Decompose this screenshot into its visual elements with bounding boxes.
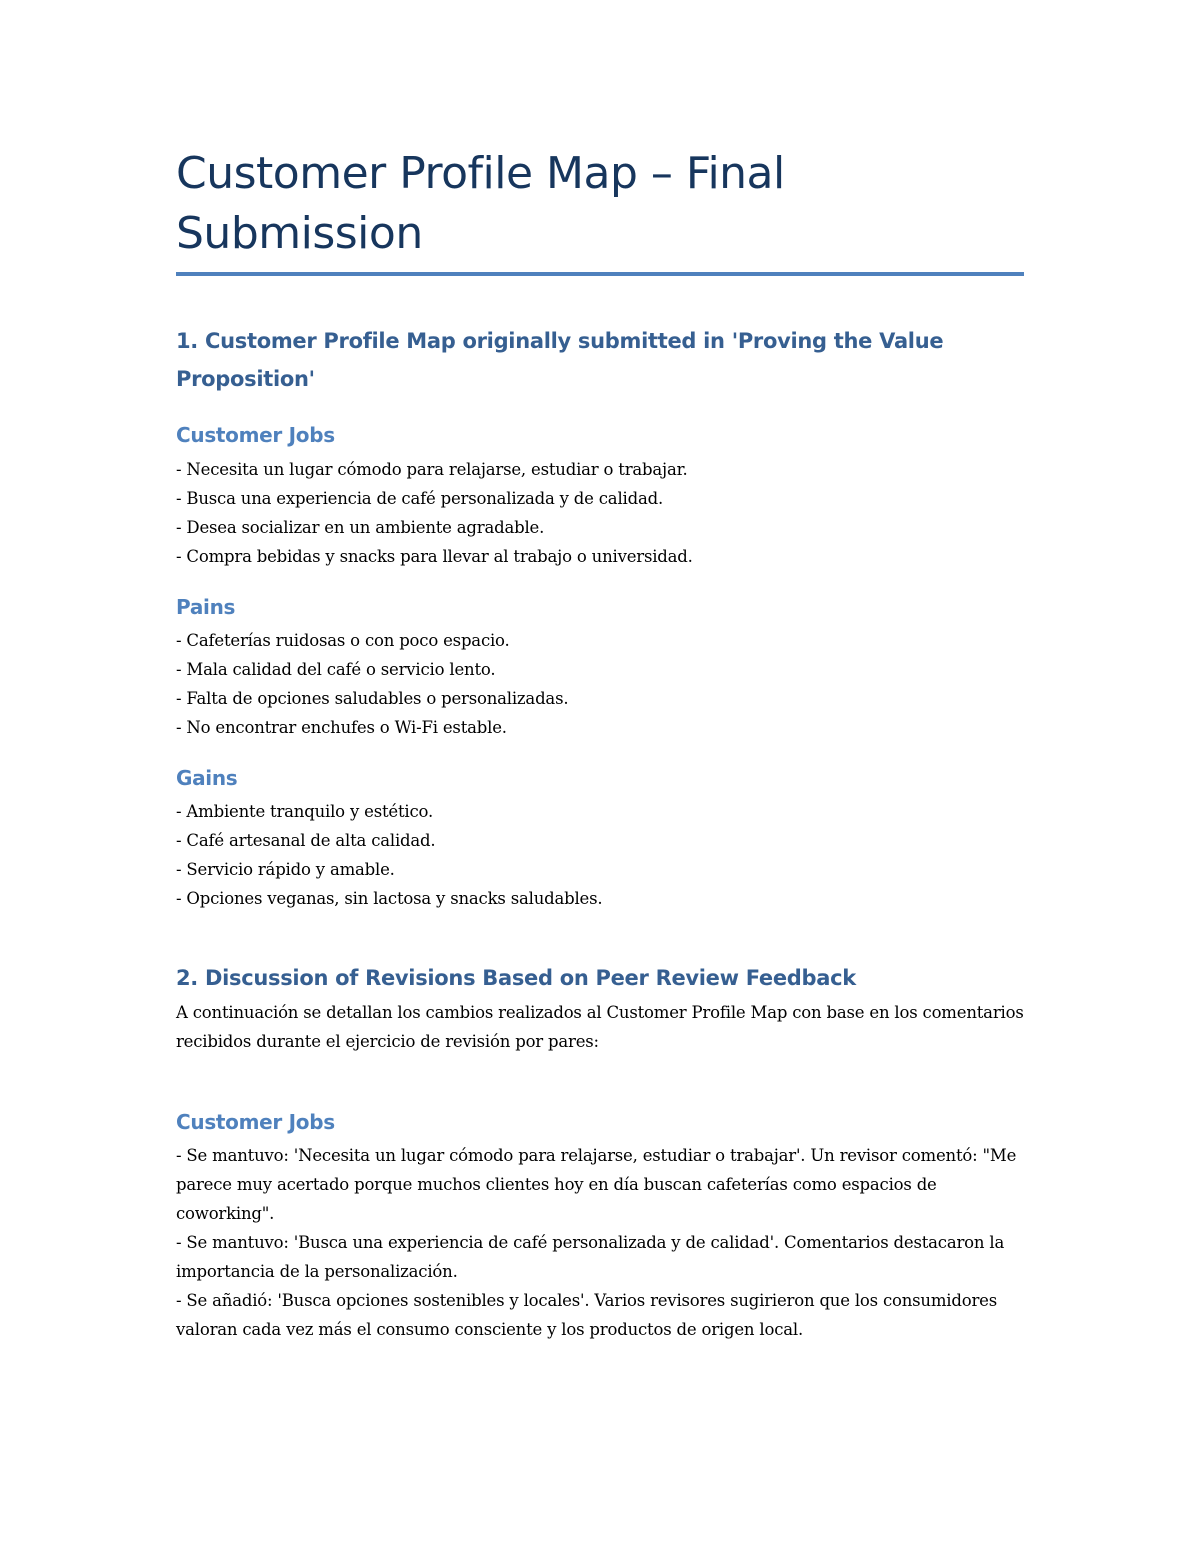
title-underline [176,272,1024,276]
list-item: - Cafeterías ruidosas o con poco espacio. [176,631,510,650]
list-item: - No encontrar enchufes o Wi-Fi estable. [176,718,507,737]
section-1-heading: 1. Customer Profile Map originally submitted in 'Proving the Value Proposition' [176,329,944,391]
section-2-intro: A continuación se detallan los cambios realizados al Customer Profile Map con base en los comentarios recibidos durante el ejercicio de revisión por pares: [176,1003,1024,1051]
list-item: - Café artesanal de alta calidad. [176,831,436,850]
section-1-gains-list [176,797,1024,913]
section-1-pains-list [176,626,1024,742]
document-title: Customer Profile Map – Final Submission [176,148,785,259]
list-item: - Compra bebidas y snacks para llevar al trabajo o universidad. [176,547,693,566]
list-item: - Mala calidad del café o servicio lento. [176,660,496,679]
list-item: - Opciones veganas, sin lactosa y snacks saludables. [176,889,603,908]
list-item: - Ambiente tranquilo y estético. [176,802,433,821]
section-2-heading: 2. Discussion of Revisions Based on Peer Review Feedback [176,966,856,990]
section-1-pains-heading: Pains [176,595,236,619]
list-item: - Necesita un lugar cómodo para relajarse, estudiar o trabajar. [176,460,688,479]
section-2-customer-jobs-list [176,1141,1024,1344]
list-item: - Se mantuvo: 'Necesita un lugar cómodo para relajarse, estudiar o trabajar'. Un revisor comentó: "Me parece muy acertado porque muchos clientes hoy en día buscan cafeterías como espacios de coworking". [176,1146,1017,1223]
section-1-customer-jobs-list [176,455,1024,571]
section-2-customer-jobs-heading: Customer Jobs [176,1110,335,1134]
list-item: - Servicio rápido y amable. [176,860,395,879]
list-item: - Se añadió: 'Busca opciones sostenibles y locales'. Varios revisores sugirieron que los consumidores valoran cada vez más el consumo consciente y los productos de origen local. [176,1291,997,1339]
list-item: - Busca una experiencia de café personalizada y de calidad. [176,489,664,508]
section-1-customer-jobs-heading: Customer Jobs [176,423,335,447]
list-item: - Desea socializar en un ambiente agradable. [176,518,545,537]
list-item: - Se mantuvo: 'Busca una experiencia de café personalizada y de calidad'. Comentarios destacaron la importancia de la personalización. [176,1233,1005,1281]
section-1-gains-heading: Gains [176,766,238,790]
list-item: - Falta de opciones saludables o personalizadas. [176,689,569,708]
